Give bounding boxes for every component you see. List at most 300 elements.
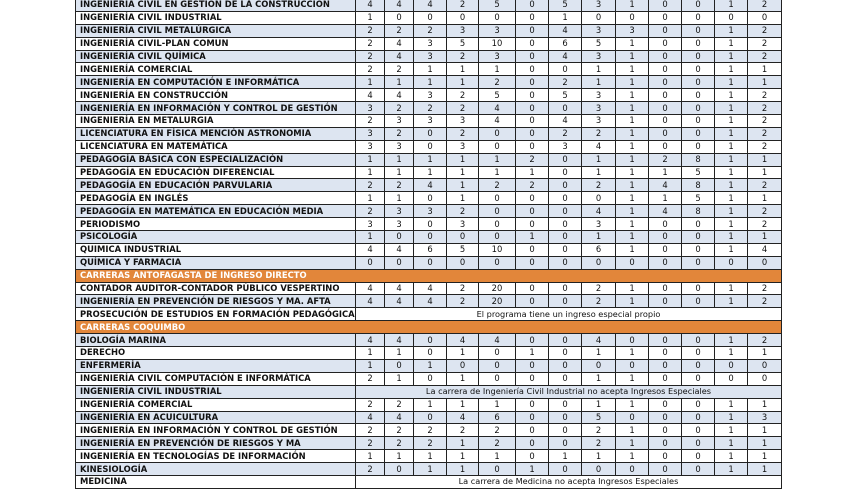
table-row (76, 231, 782, 244)
quota-cell: 4 (479, 334, 516, 347)
quota-cell: 1 (715, 437, 748, 450)
table-row (76, 63, 782, 76)
quota-cell: 2 (582, 179, 616, 192)
program-name: INGENIERÍA EN PREVENCIÓN DE RIESGOS Y MA. AFTA (76, 295, 356, 308)
quota-cell: 1 (616, 89, 649, 102)
program-name: PEDAGOGÍA BÁSICA CON ESPECIALIZACIÓN (76, 153, 356, 166)
quota-cell: 3 (414, 50, 447, 63)
quota-cell: 0 (516, 359, 549, 372)
quota-cell: 0 (616, 463, 649, 476)
quota-cell: 0 (549, 63, 582, 76)
quota-cell: 3 (356, 102, 385, 115)
quota-cell: 1 (479, 450, 516, 463)
quota-cell: 1 (447, 166, 479, 179)
quota-cell: 1 (715, 63, 748, 76)
quota-cell: 0 (682, 450, 715, 463)
quota-cell: 1 (715, 463, 748, 476)
quota-cell: 0 (479, 347, 516, 360)
quota-cell: 6 (549, 37, 582, 50)
quota-cell: 0 (356, 256, 385, 269)
program-name: INGENIERÍA EN TECNOLOGÍAS DE INFORMACIÓN (76, 450, 356, 463)
table-row (76, 347, 782, 360)
quota-cell: 0 (649, 282, 682, 295)
quota-cell: 8 (682, 153, 715, 166)
quota-cell: 5 (479, 0, 516, 11)
quota-cell: 1 (616, 231, 649, 244)
quota-cell: 2 (582, 437, 616, 450)
program-name: INGENIERÍA EN PREVENCIÓN DE RIESGOS Y MA (76, 437, 356, 450)
quota-cell: 1 (616, 127, 649, 140)
quota-cell: 2 (356, 398, 385, 411)
program-name: BIOLOGÍA MARINA (76, 334, 356, 347)
quota-cell: 0 (682, 11, 715, 24)
quota-cell: 0 (715, 359, 748, 372)
quota-cell: 3 (582, 89, 616, 102)
quota-cell: 4 (414, 179, 447, 192)
quota-cell: 0 (385, 11, 414, 24)
quota-cell: 1 (715, 153, 748, 166)
quota-cell: 1 (582, 450, 616, 463)
quota-cell: 3 (356, 218, 385, 231)
quota-cell: 1 (715, 89, 748, 102)
quota-cell: 1 (748, 463, 782, 476)
quota-cell: 2 (356, 24, 385, 37)
quota-cell: 8 (682, 205, 715, 218)
quota-cell: 1 (715, 231, 748, 244)
quota-cell: 0 (682, 243, 715, 256)
quota-cell: 2 (582, 282, 616, 295)
quota-cell: 0 (549, 243, 582, 256)
quota-cell: 5 (447, 37, 479, 50)
quota-cell: 4 (649, 179, 682, 192)
quota-cell: 4 (479, 115, 516, 128)
quota-cell: 2 (748, 295, 782, 308)
quota-cell: 4 (549, 115, 582, 128)
quota-cell: 0 (682, 140, 715, 153)
quota-cell: 0 (414, 372, 447, 385)
quota-cell: 4 (385, 411, 414, 424)
quota-cell: 2 (385, 398, 414, 411)
quota-cell: 1 (385, 153, 414, 166)
quota-cell: 0 (414, 218, 447, 231)
quota-cell: 0 (649, 37, 682, 50)
table-row (76, 282, 782, 295)
table-row (76, 475, 782, 488)
quota-cell: 4 (385, 0, 414, 11)
quota-cell: 1 (447, 347, 479, 360)
quota-cell: 0 (682, 127, 715, 140)
quota-cell: 4 (549, 24, 582, 37)
quota-cell: 2 (356, 63, 385, 76)
quota-cell: 1 (414, 76, 447, 89)
quota-cell: 0 (549, 179, 582, 192)
quota-cell: 10 (479, 37, 516, 50)
quota-cell: 0 (479, 372, 516, 385)
quota-cell: 0 (516, 37, 549, 50)
program-name: INGENIERÍA EN COMPUTACIÓN E INFORMÁTICA (76, 76, 356, 89)
quota-cell: 1 (356, 153, 385, 166)
quota-cell: 0 (649, 372, 682, 385)
quota-cell: 0 (682, 37, 715, 50)
quota-cell: 2 (356, 179, 385, 192)
quota-cell: 1 (582, 76, 616, 89)
quota-cell: 2 (549, 127, 582, 140)
quota-cell: 0 (616, 256, 649, 269)
quota-cell: 1 (414, 166, 447, 179)
quota-cell: 2 (447, 295, 479, 308)
table-row (76, 308, 782, 321)
quota-cell: 1 (447, 450, 479, 463)
quota-cell: 4 (385, 37, 414, 50)
quota-cell: 0 (549, 102, 582, 115)
quota-cell: 3 (582, 50, 616, 63)
program-name: CONTADOR AUDITOR-CONTADOR PÚBLICO VESPERTINO (76, 282, 356, 295)
quota-cell: 1 (447, 179, 479, 192)
quota-cell: 0 (516, 11, 549, 24)
quota-cell: 1 (447, 437, 479, 450)
quota-cell: 0 (748, 11, 782, 24)
quota-cell: 0 (682, 295, 715, 308)
table-row (76, 127, 782, 140)
table-row (76, 102, 782, 115)
quota-cell: 4 (414, 282, 447, 295)
quota-cell: 1 (616, 295, 649, 308)
quota-cell: 10 (479, 243, 516, 256)
quota-cell: 3 (385, 115, 414, 128)
quota-cell: 0 (649, 218, 682, 231)
quota-cell: 0 (682, 115, 715, 128)
quota-cell: 1 (715, 166, 748, 179)
program-name: PEDAGOGÍA EN INGLÉS (76, 192, 356, 205)
quota-cell: 0 (516, 256, 549, 269)
quota-cell: 0 (549, 463, 582, 476)
quota-cell: 4 (385, 243, 414, 256)
quota-cell: 1 (715, 102, 748, 115)
quota-cell: 3 (447, 24, 479, 37)
quota-cell: 0 (479, 127, 516, 140)
quota-cell: 3 (385, 218, 414, 231)
quota-cell: 1 (715, 140, 748, 153)
quota-cell: 0 (549, 218, 582, 231)
quota-cell: 0 (385, 256, 414, 269)
quota-cell: 0 (582, 256, 616, 269)
program-name: INGENIERÍA CIVIL-PLAN COMUN (76, 37, 356, 50)
quota-cell: 1 (616, 398, 649, 411)
quota-cell: 0 (649, 424, 682, 437)
quota-cell: 0 (682, 102, 715, 115)
quota-cell: 5 (682, 192, 715, 205)
quota-cell: 3 (447, 218, 479, 231)
quota-cell: 0 (479, 463, 516, 476)
quota-cell: 0 (715, 372, 748, 385)
quota-cell: 4 (582, 334, 616, 347)
quota-cell: 1 (715, 76, 748, 89)
quota-cell: 0 (516, 102, 549, 115)
quota-cell: 4 (748, 243, 782, 256)
quota-cell: 0 (649, 11, 682, 24)
quota-cell: 4 (385, 295, 414, 308)
quota-cell: 3 (479, 24, 516, 37)
quota-cell: 0 (549, 398, 582, 411)
table-row (76, 372, 782, 385)
quota-cell: 2 (748, 0, 782, 11)
program-name: ENFERMERÍA (76, 359, 356, 372)
program-name: INGENIERÍA EN METALURGIA (76, 115, 356, 128)
quota-cell: 0 (682, 411, 715, 424)
quota-cell: 1 (715, 334, 748, 347)
program-name: LICENCIATURA EN MATEMÁTICA (76, 140, 356, 153)
quota-cell: 1 (715, 0, 748, 11)
quota-cell: 1 (385, 166, 414, 179)
quota-cell: 1 (715, 115, 748, 128)
quota-cell: 1 (748, 450, 782, 463)
quota-cell: 0 (516, 76, 549, 89)
quota-cell: 2 (385, 24, 414, 37)
quota-cell: 0 (748, 372, 782, 385)
quota-cell: 0 (682, 347, 715, 360)
quota-cell: 0 (549, 334, 582, 347)
quota-cell: 0 (385, 231, 414, 244)
quota-cell: 0 (582, 359, 616, 372)
quota-cell: 0 (447, 231, 479, 244)
quota-cell: 1 (414, 398, 447, 411)
quota-cell: 0 (649, 463, 682, 476)
quota-cell: 2 (385, 437, 414, 450)
quota-cell: 0 (549, 437, 582, 450)
quota-cell: 2 (748, 218, 782, 231)
quota-cell: 3 (616, 24, 649, 37)
quota-cell: 2 (447, 102, 479, 115)
quota-cell: 1 (715, 424, 748, 437)
program-note: La carrera de Ingeniería Civil Industrial no acepta Ingresos Especiales (356, 385, 782, 398)
quota-cell: 20 (479, 282, 516, 295)
table-row (76, 243, 782, 256)
quota-cell: 2 (356, 37, 385, 50)
quota-cell: 2 (748, 140, 782, 153)
quota-cell: 2 (356, 372, 385, 385)
program-name: PEDAGOGÍA EN EDUCACIÓN DIFERENCIAL (76, 166, 356, 179)
quota-cell: 0 (516, 398, 549, 411)
quota-cell: 1 (715, 218, 748, 231)
quota-cell: 0 (479, 256, 516, 269)
quota-cell: 0 (447, 256, 479, 269)
quota-cell: 0 (549, 295, 582, 308)
quota-cell: 1 (715, 205, 748, 218)
quota-cell: 1 (715, 243, 748, 256)
quota-cell: 0 (715, 11, 748, 24)
quota-cell: 3 (385, 140, 414, 153)
quota-cell: 1 (479, 166, 516, 179)
quota-cell: 0 (479, 11, 516, 24)
quota-cell: 0 (549, 411, 582, 424)
quota-cell: 1 (616, 450, 649, 463)
quota-cell: 3 (414, 37, 447, 50)
quota-cell: 2 (447, 424, 479, 437)
program-note: La carrera de Medicina no acepta Ingresos Especiales (356, 475, 782, 488)
quota-cell: 0 (516, 411, 549, 424)
quota-cell: 4 (385, 89, 414, 102)
quota-cell: 4 (447, 411, 479, 424)
quota-cell: 2 (385, 424, 414, 437)
program-name: PEDAGOGÍA EN EDUCACIÓN PARVULARIA (76, 179, 356, 192)
quota-cell: 2 (447, 282, 479, 295)
quota-cell: 1 (748, 437, 782, 450)
quota-cell: 0 (549, 282, 582, 295)
quota-cell: 3 (414, 115, 447, 128)
quota-cell: 1 (616, 0, 649, 11)
quota-cell: 0 (616, 359, 649, 372)
quota-cell: 4 (447, 334, 479, 347)
quota-cell: 20 (479, 295, 516, 308)
quota-cell: 4 (356, 411, 385, 424)
program-name: INGENIERÍA CIVIL EN GESTIÓN DE LA CONSTRUCCIÓN (76, 0, 356, 11)
section-header-row (76, 321, 782, 334)
program-name: QUIMICA INDUSTRIAL (76, 243, 356, 256)
quota-cell: 0 (649, 437, 682, 450)
quota-cell: 0 (549, 205, 582, 218)
table-row (76, 153, 782, 166)
quota-cell: 0 (649, 89, 682, 102)
quota-cell: 0 (649, 334, 682, 347)
quota-cell: 0 (516, 243, 549, 256)
quota-cell: 0 (748, 256, 782, 269)
quota-cell: 2 (748, 37, 782, 50)
quota-cell: 3 (748, 411, 782, 424)
quota-cell: 3 (447, 140, 479, 153)
quota-cell: 1 (748, 153, 782, 166)
quota-cell: 0 (549, 231, 582, 244)
quota-cell: 2 (479, 179, 516, 192)
quota-cell: 4 (356, 334, 385, 347)
quota-cell: 1 (748, 398, 782, 411)
quota-cell: 0 (385, 359, 414, 372)
quota-cell: 1 (356, 76, 385, 89)
table-row (76, 334, 782, 347)
table-row (76, 76, 782, 89)
table-row (76, 256, 782, 269)
quota-cell: 1 (414, 450, 447, 463)
quota-cell: 1 (582, 63, 616, 76)
quota-cell: 1 (516, 347, 549, 360)
quota-cell: 0 (447, 359, 479, 372)
quota-cell: 1 (516, 231, 549, 244)
table-row (76, 37, 782, 50)
table-row (76, 411, 782, 424)
quota-cell: 1 (715, 192, 748, 205)
quota-cell: 1 (748, 347, 782, 360)
table-row (76, 89, 782, 102)
quota-cell: 1 (616, 347, 649, 360)
quota-cell: 2 (516, 153, 549, 166)
quota-cell: 2 (447, 89, 479, 102)
quota-cell: 4 (549, 50, 582, 63)
quota-cell: 0 (715, 256, 748, 269)
quota-cell: 0 (516, 450, 549, 463)
program-name: INGENIERÍA EN CONSTRUCCIÓN (76, 89, 356, 102)
quota-cell: 0 (649, 256, 682, 269)
quota-cell: 2 (414, 424, 447, 437)
quota-cell: 3 (385, 205, 414, 218)
quota-cell: 3 (356, 140, 385, 153)
quota-cell: 2 (582, 127, 616, 140)
quota-cell: 0 (549, 153, 582, 166)
quota-cell: 1 (616, 205, 649, 218)
quota-cell: 0 (447, 11, 479, 24)
quota-cell: 0 (516, 372, 549, 385)
quota-cell: 0 (649, 140, 682, 153)
quota-cell: 0 (582, 11, 616, 24)
table-row (76, 450, 782, 463)
quota-cell: 1 (616, 179, 649, 192)
quota-cell: 2 (748, 115, 782, 128)
quota-cell: 0 (649, 50, 682, 63)
quota-cell: 0 (649, 359, 682, 372)
quota-cell: 3 (447, 115, 479, 128)
quota-cell: 2 (356, 424, 385, 437)
program-name: INGENIERÍA EN ACUICULTURA (76, 411, 356, 424)
table-row (76, 295, 782, 308)
quota-cell: 0 (682, 50, 715, 63)
quota-cell: 1 (447, 63, 479, 76)
quota-cell: 2 (356, 205, 385, 218)
quota-cell: 0 (516, 218, 549, 231)
quota-cell: 0 (682, 334, 715, 347)
quota-cell: 4 (356, 295, 385, 308)
quota-cell: 2 (748, 179, 782, 192)
program-name: DERECHO (76, 347, 356, 360)
quota-cell: 0 (649, 450, 682, 463)
quota-cell: 2 (356, 437, 385, 450)
quota-cell: 1 (616, 102, 649, 115)
quota-cell: 0 (748, 359, 782, 372)
quota-cell: 2 (414, 437, 447, 450)
quota-cell: 1 (616, 437, 649, 450)
quota-cell: 2 (356, 463, 385, 476)
table-row (76, 24, 782, 37)
quota-cell: 2 (748, 334, 782, 347)
program-name: PERIODISMO (76, 218, 356, 231)
quota-cell: 2 (549, 76, 582, 89)
quota-cell: 1 (356, 359, 385, 372)
program-name: MEDICINA (76, 475, 356, 488)
quota-cell: 1 (715, 179, 748, 192)
quota-cell: 0 (582, 192, 616, 205)
quota-cell: 2 (385, 102, 414, 115)
quota-cell: 0 (649, 347, 682, 360)
quota-cell: 0 (682, 463, 715, 476)
quota-cell: 0 (414, 334, 447, 347)
quota-cell: 0 (516, 50, 549, 63)
quota-cell: 0 (682, 89, 715, 102)
quota-cell: 0 (516, 89, 549, 102)
quota-cell: 1 (616, 37, 649, 50)
quota-cell: 1 (715, 282, 748, 295)
quota-cell: 1 (616, 63, 649, 76)
quota-cell: 1 (356, 347, 385, 360)
quota-cell: 0 (649, 231, 682, 244)
quota-cell: 4 (649, 205, 682, 218)
quota-cell: 1 (385, 450, 414, 463)
quota-cell: 1 (582, 231, 616, 244)
quota-cell: 0 (516, 127, 549, 140)
quota-cell: 0 (649, 411, 682, 424)
quota-cell: 1 (385, 76, 414, 89)
table-row (76, 218, 782, 231)
quota-cell: 0 (414, 11, 447, 24)
quota-cell: 1 (715, 37, 748, 50)
quota-cell: 3 (479, 50, 516, 63)
quota-cell: 3 (549, 140, 582, 153)
